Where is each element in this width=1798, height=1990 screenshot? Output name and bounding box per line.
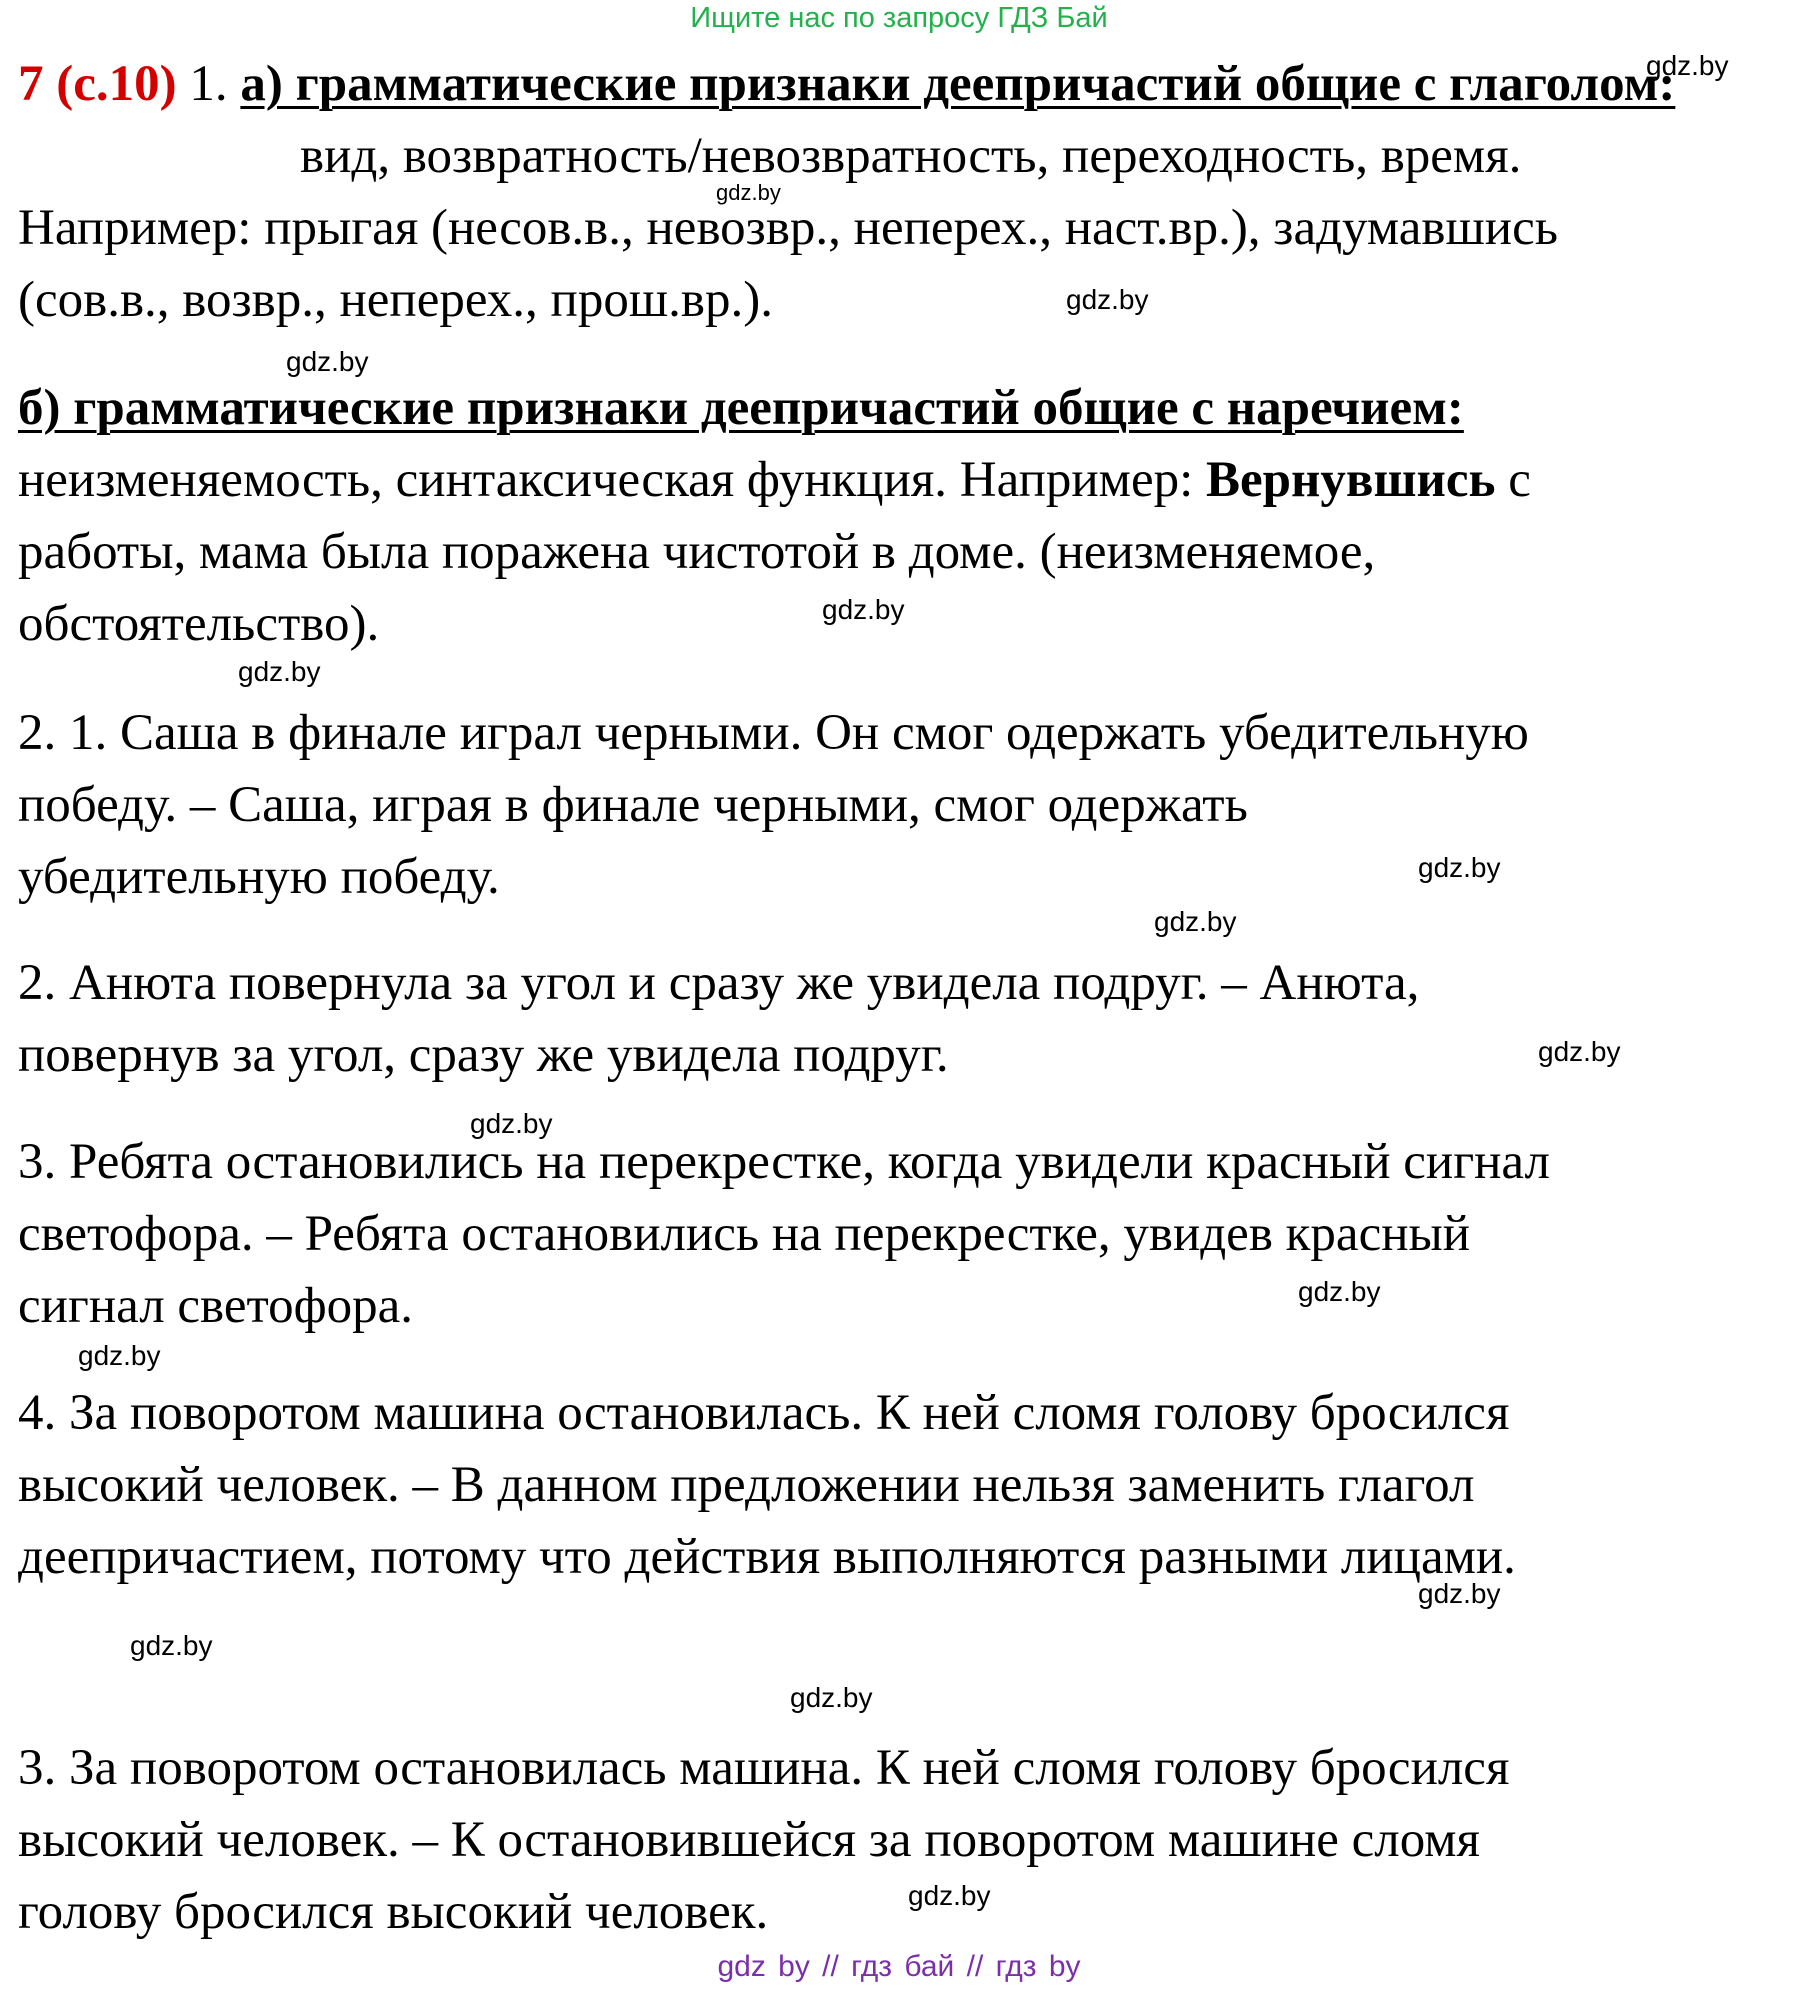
part2-item-1-line-2: победу. – Саша, играя в финале черными, смог одержать [18, 777, 1248, 833]
watermark: gdz.by [1418, 1578, 1501, 1609]
watermark: gdz.by [1298, 1276, 1381, 1307]
task-line-1 [18, 48, 1793, 120]
part2-item-2-line-2: повернув за угол, сразу же увидела подруг. [18, 1027, 949, 1083]
part2-item-3-line-1: 3. Ребята остановились на перекрестке, когда увидели красный сигнал [18, 1134, 1550, 1190]
part3-line-2: высокий человек. – К остановившейся за поворотом машине сломя [18, 1812, 1480, 1868]
part2-item-4-line-3: деепричастием, потому что действия выполняются разными лицами. [18, 1529, 1516, 1585]
watermark: gdz.by [238, 656, 321, 687]
part2-item-3-line-3: сигнал светофора. [18, 1278, 414, 1334]
part1-b-text-1 [18, 444, 1793, 516]
watermark: gdz.by [78, 1340, 161, 1371]
part1-a-example-1: Например: прыгая (несов.в., невозвр., неперех., наст.вр.), задумавшись [18, 200, 1558, 256]
watermark: gdz.by [822, 594, 905, 625]
footer-links: gdz by // гдз бай // гдз by [717, 1950, 1081, 1983]
watermark: gdz.by [130, 1630, 213, 1661]
watermark: gdz.by [470, 1108, 553, 1139]
watermark: gdz.by [790, 1682, 873, 1713]
watermark: gdz.by [908, 1880, 991, 1911]
part1-a-text: вид, возвратность/невозвратность, переходность, время. [300, 128, 1522, 184]
watermark: gdz.by [1418, 852, 1501, 883]
part1-number: 1. [189, 56, 228, 112]
part2-item-1-line-1: 2. 1. Саша в финале играл черными. Он смог одержать убедительную [18, 705, 1529, 761]
part1-b-text-2: работы, мама была поражена чистотой в доме. (неизменяемое, [18, 524, 1376, 580]
watermark: gdz.by [716, 180, 781, 205]
part2-item-4-line-2: высокий человек. – В данном предложении нельзя заменить глагол [18, 1457, 1475, 1513]
part2-item-1-line-3: убедительную победу. [18, 849, 500, 905]
part1-b-heading: б) грамматические признаки деепричастий общие с наречием: [18, 380, 1464, 436]
part3-line-1: 3. За поворотом остановилась машина. К ней сломя голову бросился [18, 1740, 1510, 1796]
part1-b-text-end: с [1508, 452, 1531, 508]
watermark: gdz.by [1646, 50, 1729, 81]
part1-b-text-start: неизменяемость, синтаксическая функция. Например: [18, 452, 1194, 508]
part2-item-4-line-1: 4. За поворотом машина остановилась. К ней сломя голову бросился [18, 1385, 1510, 1441]
watermark: gdz.by [1154, 906, 1237, 937]
part1-a-example-2: (сов.в., возвр., неперех., прош.вр.). [18, 272, 773, 328]
part2-item-2-line-1: 2. Анюта повернула за угол и сразу же увидела подруг. – Анюта, [18, 955, 1420, 1011]
watermark: gdz.by [1066, 284, 1149, 315]
part3-line-3: голову бросился высокий человек. [18, 1884, 769, 1940]
part1-b-text-3: обстоятельство). [18, 596, 380, 652]
search-hint: Ищите нас по запросу ГДЗ Бай [690, 2, 1108, 34]
part2-item-3-line-2: светофора. – Ребята остановились на перекрестке, увидев красный [18, 1206, 1471, 1262]
watermark: gdz.by [1538, 1036, 1621, 1067]
part1-b-bold-word: Вернувшись [1206, 452, 1496, 508]
part1-a-heading: а) грамматические признаки деепричастий общие с глаголом: [240, 56, 1676, 112]
task-number: 7 (с.10) [18, 56, 177, 112]
watermark: gdz.by [286, 346, 369, 377]
